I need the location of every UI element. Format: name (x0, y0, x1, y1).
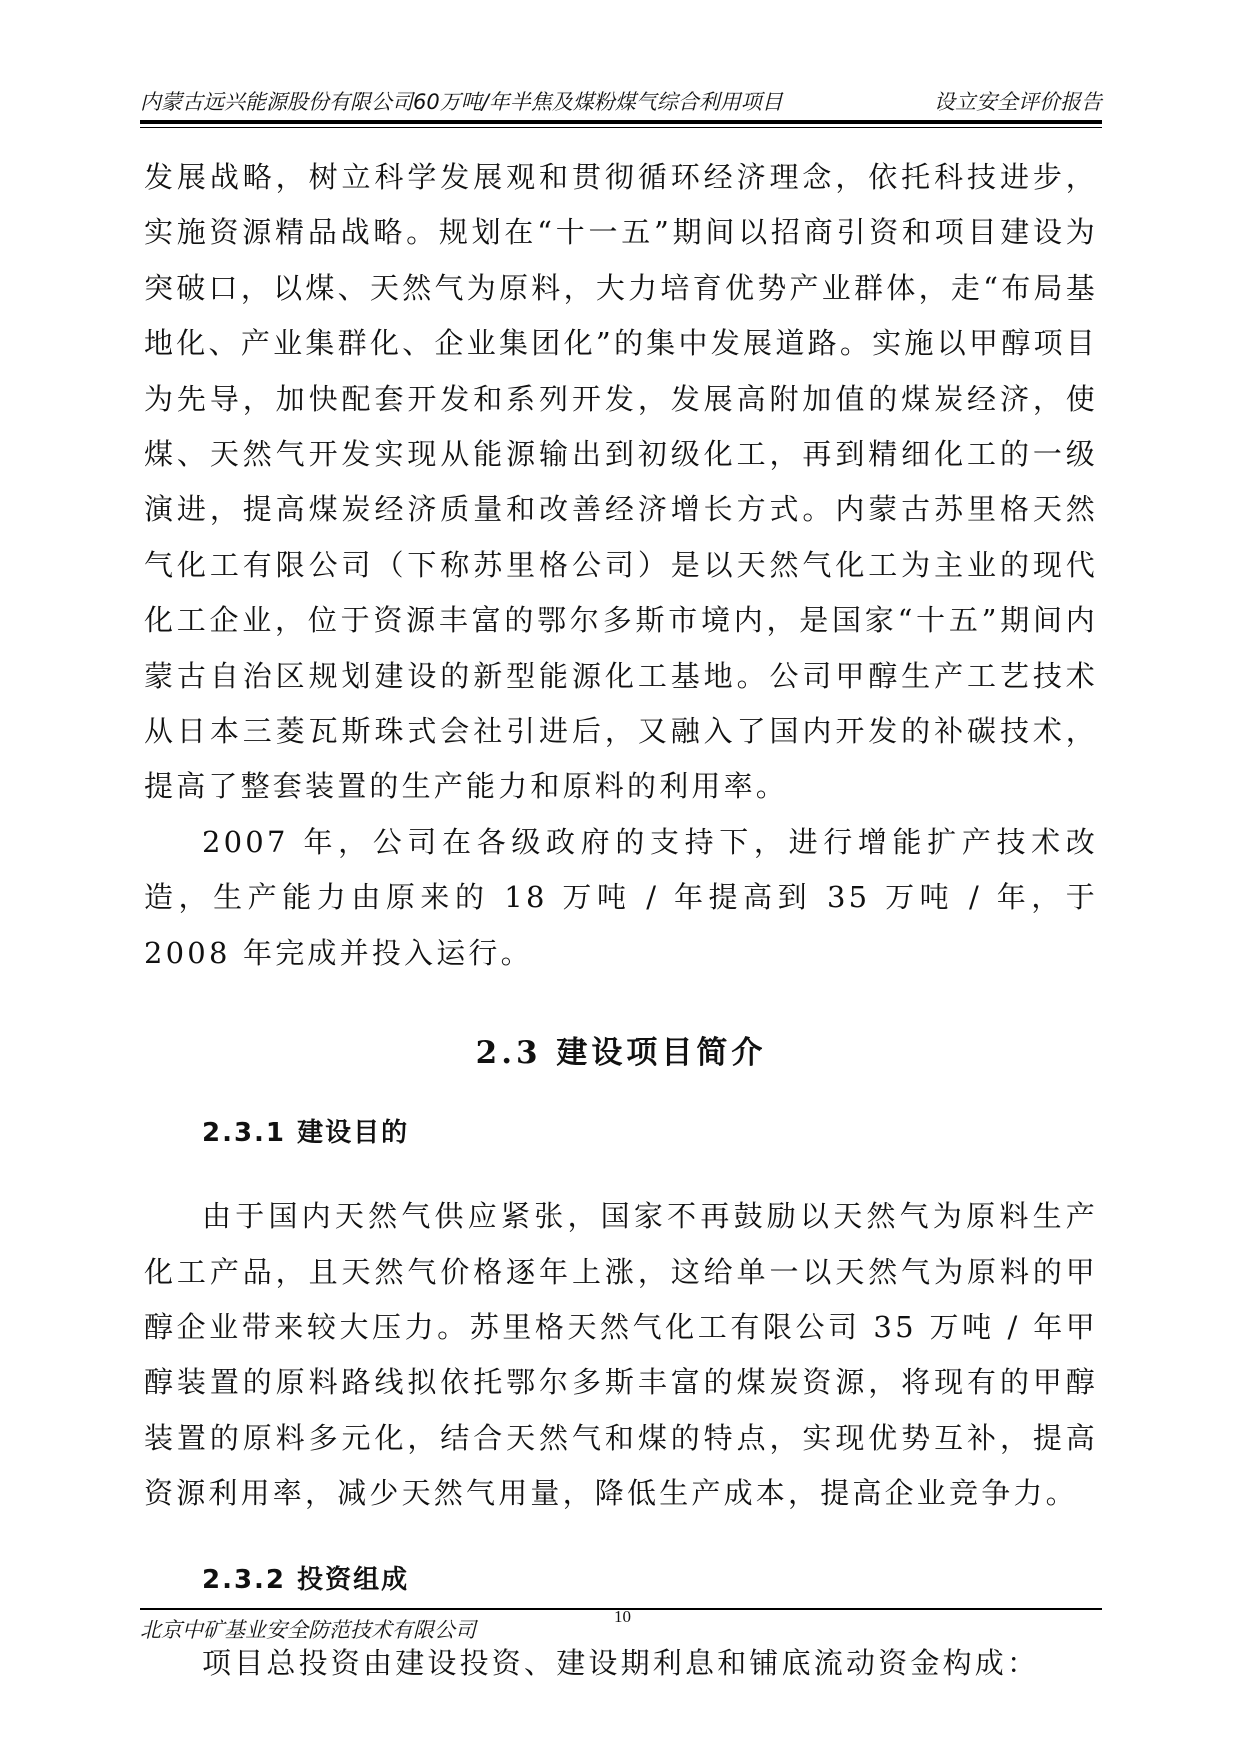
section-title: 2.3 建设项目简介 (475, 1035, 767, 1072)
page-header (140, 84, 1102, 120)
body-paragraph-1: 发展战略，树立科学发展观和贯彻循环经济理念，依托科技进步，实施资源精品战略。规划在“十一五”期间以招商引资和项目建设为突破口，以煤、天然气为原料，大力培育优势产业群体，走“布局基地化、产业集群化、企业集团化”的集中发展道路。实施以甲醇项目为先导，加快配套开发和系列开发，发展高附加值的煤炭经济，使煤、天然气开发实现从能源输出到初级化工，再到精细化工的一级演进，提高煤炭经济质量和改善经济增长方式。内蒙古苏里格天然气化工有限公司（下称苏里格公司）是以天然气化工为主业的现代化工企业，位于资源丰富的鄂尔多斯市境内，是国家“十五”期间内蒙古自治区规划建设的新型能源化工基地。公司甲醇生产工艺技术从日本三菱瓦斯珠式会社引进后，又融入了国内开发的补碳技术，提高了整套装置的生产能力和原料的利用率。 (144, 160, 1098, 804)
subsection-title-investment: 2.3.2 投资组成 (202, 1564, 410, 1595)
header-report-title: 设立安全评价报告 (934, 90, 1102, 114)
spacer (144, 1522, 1098, 1560)
body-paragraph-3: 由于国内天然气供应紧张，国家不再鼓励以天然气为原料生产化工产品，且天然气价格逐年上涨，这给单一以天然气为原料的甲醇企业带来较大压力。苏里格天然气化工有限公司 35 万吨 / 年甲醇装置的原料路线拟依托鄂尔多斯丰富的煤炭资源，将现有的甲醇装置的原料多元化，结合天然气和煤的特点，实现优势互补，提高资源利用率，减少天然气用量，降低生产成本，提高企业竞争力。 (144, 1199, 1098, 1511)
body-paragraph-2: 2007 年，公司在各级政府的支持下，进行增能扩产技术改造，生产能力由原来的 18 万吨 / 年提高到 35 万吨 / 年，于 2008 年完成并投入运行。 (144, 824, 1098, 970)
header-rule-thick (140, 120, 1102, 124)
subsection-title-purpose: 2.3.1 建设目的 (202, 1118, 410, 1149)
spacer (144, 1153, 1098, 1189)
footer-company-name: 北京中矿基业安全防范技术有限公司 (140, 1618, 476, 1642)
page-body (144, 150, 1098, 1691)
header-project-title: 内蒙古远兴能源股份有限公司60万吨/年半焦及煤粉煤气综合利用项目 (140, 90, 783, 114)
page-number: 10 (614, 1607, 631, 1626)
body-paragraph-4: 项目总投资由建设投资、建设期利息和铺底流动资金构成： (202, 1645, 1040, 1680)
header-rule-thin (140, 127, 1102, 128)
